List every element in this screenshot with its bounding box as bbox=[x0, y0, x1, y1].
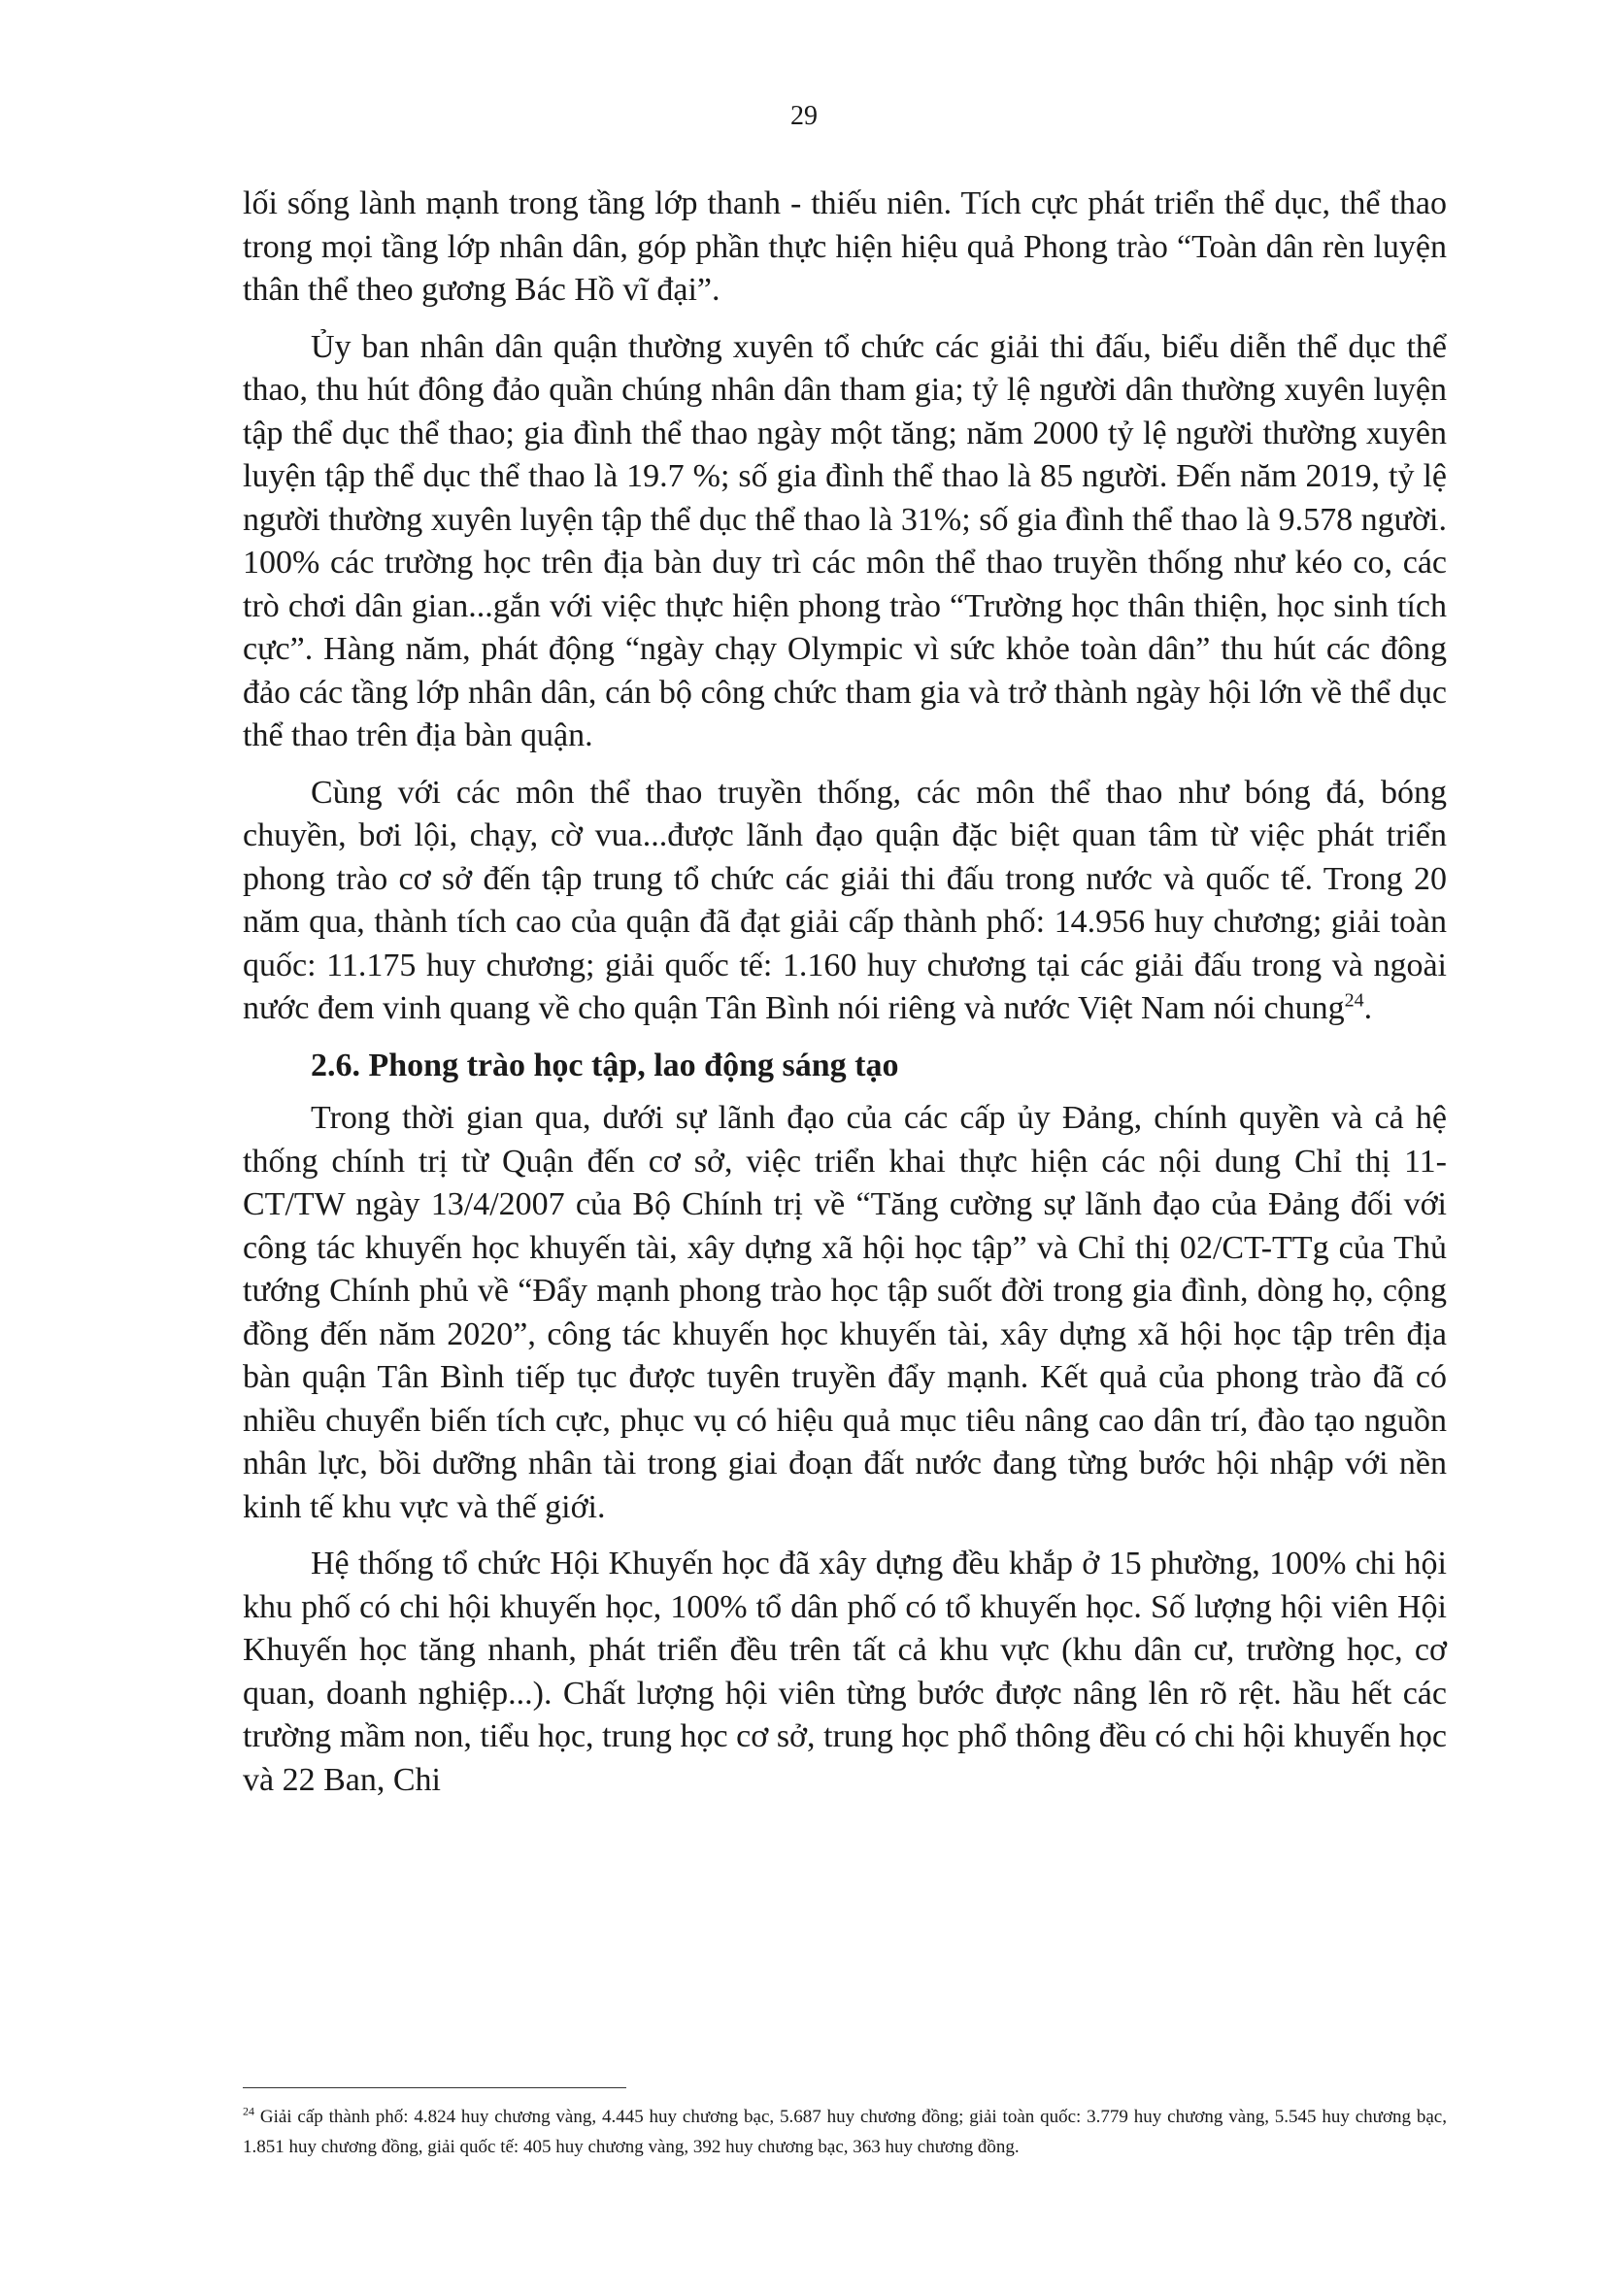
footnote-text: Giải cấp thành phố: 4.824 huy chương vàng, 4.445 huy chương bạc, 5.687 huy chương đồng; giải toàn quốc: 3.779 huy chương vàng, 5.545 huy chương bạc, 1.851 huy chương đồng, giải quốc tế: 405 huy chương vàng, 392 huy chương bạc, 363 huy chương đồng. bbox=[243, 2107, 1447, 2157]
paragraph-4: Trong thời gian qua, dưới sự lãnh đạo của các cấp ủy Đảng, chính quyền và cả hệ thống chính trị từ Quận đến cơ sở, việc triển khai thực hiện các nội dung Chỉ thị 11-CT/TW ngày 13/4/2007 của Bộ Chính trị về “Tăng cường sự lãnh đạo của Đảng đối với công tác khuyến học khuyến tài, xây dựng xã hội học tập” và Chỉ thị 02/CT-TTg của Thủ tướng Chính phủ về “Đẩy mạnh phong trào học tập suốt đời trong gia đình, dòng họ, cộng đồng đến năm 2020”, công tác khuyến học khuyến tài, xây dựng xã hội học tập trên địa bàn quận Tân Bình tiếp tục được tuyên truyền đẩy mạnh. Kết quả của phong trào đã có nhiều chuyển biến tích cực, phục vụ có hiệu quả mục tiêu nâng cao dân trí, đào tạo nguồn nhân lực, bồi dưỡng nhân tài trong giai đoạn đất nước đang từng bước hội nhập với nền kinh tế khu vực và thế giới. bbox=[243, 1100, 1447, 1525]
page-number: 29 bbox=[790, 101, 818, 131]
section-heading: 2.6. Phong trào học tập, lao động sáng tạo bbox=[311, 1047, 899, 1083]
document-body bbox=[243, 183, 1447, 1815]
footnote-area bbox=[243, 2087, 1447, 2162]
footnote bbox=[243, 2102, 1447, 2162]
paragraph-1: lối sống lành mạnh trong tầng lớp thanh - thiếu niên. Tích cực phát triển thể dục, thể thao trong mọi tầng lớp nhân dân, góp phần thực hiện hiệu quả Phong trào “Toàn dân rèn luyện thân thể theo gương Bác Hồ vĩ đại”. bbox=[243, 185, 1447, 308]
paragraph-3-text: Cùng với các môn thể thao truyền thống, các môn thể thao như bóng đá, bóng chuyền, bơi lội, chạy, cờ vua...được lãnh đạo quận đặc biệt quan tâm từ việc phát triển phong trào cơ sở đến tập trung tổ chức các giải thi đấu trong nước và quốc tế. Trong 20 năm qua, thành tích cao của quận đã đạt giải cấp thành phố: 14.956 huy chương; giải toàn quốc: 11.175 huy chương; giải quốc tế: 1.160 huy chương tại các giải đấu trong và ngoài nước đem vinh quang về cho quận Tân Bình nói riêng và nước Việt Nam nói chung bbox=[243, 774, 1447, 1026]
footnote-separator bbox=[243, 2087, 626, 2088]
paragraph-2: Ủy ban nhân dân quận thường xuyên tổ chức các giải thi đấu, biểu diễn thể dục thể thao, thu hút đông đảo quần chúng nhân dân tham gia; tỷ lệ người dân thường xuyên luyện tập thể dục thể thao; gia đình thể thao ngày một tăng; năm 2000 tỷ lệ người thường xuyên luyện tập thể dục thể thao là 19.7 %; số gia đình thể thao là 85 người. Đến năm 2019, tỷ lệ người thường xuyên luyện tập thể dục thể thao là 31%; số gia đình thể thao là 9.578 người. 100% các trường học trên địa bàn duy trì các môn thể thao truyền thống như kéo co, các trò chơi dân gian...gắn với việc thực hiện phong trào “Trường học thân thiện, học sinh tích cực”. Hàng năm, phát động “ngày chạy Olympic vì sức khỏe toàn dân” thu hút các đông đảo các tầng lớp nhân dân, cán bộ công chức tham gia và trở thành ngày hội lớn về thể dục thể thao trên địa bàn quận. bbox=[243, 328, 1447, 753]
paragraph-3 bbox=[243, 772, 1447, 1031]
footnote-reference[interactable]: 24 bbox=[1344, 989, 1364, 1012]
footnote-number: 24 bbox=[243, 2104, 254, 2118]
paragraph-5: Hệ thống tổ chức Hội Khuyến học đã xây dựng đều khắp ở 15 phường, 100% chi hội khu phố có chi hội khuyến học, 100% tổ dân phố có tổ khuyến học. Số lượng hội viên Hội Khuyến học tăng nhanh, phát triển đều trên tất cả khu vực (khu dân cư, trường học, cơ quan, doanh nghiệp...). Chất lượng hội viên từng bước được nâng lên rõ rệt. hầu hết các trường mầm non, tiểu học, trung học cơ sở, trung học phổ thông đều có chi hội khuyến học và 22 Ban, Chi bbox=[243, 1546, 1447, 1798]
paragraph-3-end: . bbox=[1363, 990, 1373, 1026]
